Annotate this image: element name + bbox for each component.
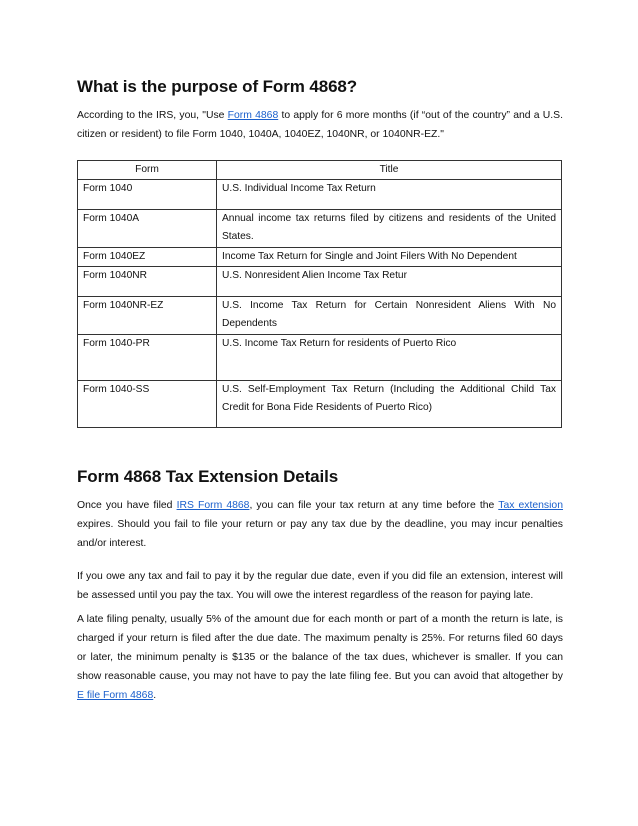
tax-extension-link[interactable]: Tax extension (498, 500, 563, 511)
title-cell: Annual income tax returns filed by citizens and residents of the United States. (217, 210, 562, 248)
title-cell: U.S. Nonresident Alien Income Tax Retur (217, 267, 562, 297)
intro-paragraph (77, 106, 563, 144)
form-cell: Form 1040NR-EZ (78, 297, 217, 335)
section-heading-purpose: What is the purpose of Form 4868? (77, 77, 358, 96)
p3-text-end: . (153, 690, 157, 701)
extension-paragraph-2: If you owe any tax and fail to pay it by the regular due date, even if you did file an extension, interest will be assessed until you pay the tax. You will owe the interest regardless of the reason for paying late. (77, 571, 563, 601)
table-row (78, 381, 562, 428)
form-cell: Form 1040EZ (78, 248, 217, 267)
e-file-form-4868-link[interactable]: E file Form 4868 (77, 690, 154, 701)
title-cell: U.S. Self-Employment Tax Return (Including the Additional Child Tax Credit for Bona Fide Residents of Puerto Rico) (217, 381, 562, 428)
header-title: Title (217, 161, 562, 180)
table-row (78, 267, 562, 297)
section-heading-extension-details: Form 4868 Tax Extension Details (77, 467, 339, 486)
extension-paragraph-1 (77, 496, 563, 553)
form-cell: Form 1040 (78, 180, 217, 210)
form-cell: Form 1040NR (78, 267, 217, 297)
intro-text-start: According to the IRS, you, "Use (77, 110, 228, 121)
header-form: Form (78, 161, 217, 180)
table-row (78, 210, 562, 248)
form-cell: Form 1040A (78, 210, 217, 248)
title-cell: U.S. Income Tax Return for residents of Puerto Rico (217, 335, 562, 381)
forms-table (77, 160, 562, 428)
table-row (78, 248, 562, 267)
form-4868-link[interactable]: Form 4868 (227, 110, 279, 121)
table-row (78, 335, 562, 381)
p1-text-end: expires. Should you fail to file your return or pay any tax due by the deadline, you may incur penalties and/or interest. (77, 519, 563, 549)
table-row (78, 180, 562, 210)
p1-text-mid: , you can file your tax return at any time before the (249, 500, 499, 511)
p3-text-start: A late filing penalty, usually 5% of the amount due for each month or part of a month the return is late, is charged if your return is filed after the due date. The maximum penalty is 25%. For returns filed 60 days or later, the minimum penalty is $135 or the balance of the tax dues, whichever is smaller. If you can show reasonable cause, you may not have to pay the late filing fee. But you can avoid that altogether by (77, 614, 563, 682)
table-header-row (78, 161, 562, 180)
irs-form-4868-link[interactable]: IRS Form 4868 (176, 500, 250, 511)
title-cell: U.S. Income Tax Return for Certain Nonresident Aliens With No Dependents (217, 297, 562, 335)
table-row (78, 297, 562, 335)
p1-text-start: Once you have filed (77, 500, 177, 511)
intro-text-end: to apply for 6 more months (if “out of the country” and a U.S. citizen or resident) to file Form 1040, 1040A, 1040EZ, 1040NR, or 1040NR-EZ." (77, 110, 563, 140)
form-cell: Form 1040-PR (78, 335, 217, 381)
form-cell: Form 1040-SS (78, 381, 217, 428)
title-cell: Income Tax Return for Single and Joint Filers With No Dependent (217, 248, 562, 267)
extension-paragraph-3 (77, 610, 563, 705)
title-cell: U.S. Individual Income Tax Return (217, 180, 562, 210)
